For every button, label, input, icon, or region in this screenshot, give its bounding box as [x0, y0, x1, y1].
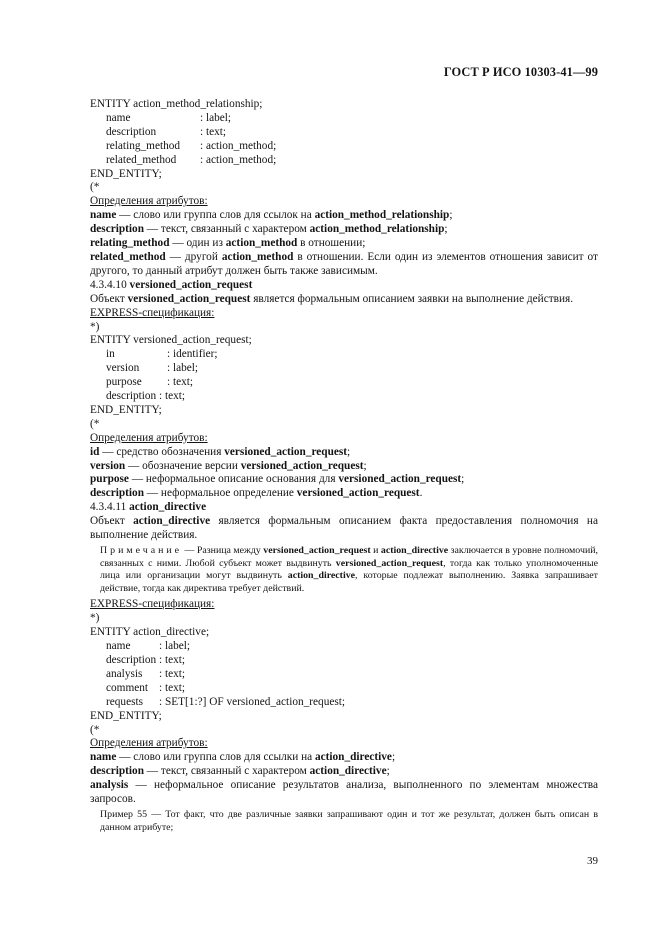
attribute-type: : text; [200, 125, 227, 138]
attribute-name: comment [106, 681, 149, 694]
definition-line: id — средство обозначения versioned_action_request; [90, 445, 351, 458]
section-heading [63, 501, 598, 515]
definition-line: version — обозначение версии versioned_action_request; [90, 459, 367, 472]
comment-open: (* [90, 723, 100, 736]
entity-reference: action_method [221, 250, 294, 263]
definition-term: description [90, 487, 144, 500]
section-description: Объект action_directive является формальным описанием факта предоставления полномочия на выполнение действия. [90, 515, 598, 542]
definition-line: description — текст, связанный с характером action_method_relationship; [90, 223, 448, 236]
definition-line: analysis — неформальное описание результатов анализа, выполненного по элементам множества запросов. [90, 779, 598, 806]
entity-reference: versioned_action_request [296, 487, 420, 500]
entity-reference: action_method_relationship [314, 209, 450, 222]
attribute-name: purpose [106, 376, 142, 389]
entity-reference: action_directive [314, 751, 392, 764]
entity-attribute [63, 140, 598, 154]
entity-attribute [63, 682, 598, 696]
attribute-name: description [106, 125, 157, 138]
attribute-type: : text; [159, 390, 186, 403]
definitions-heading: Определения атрибутов: [90, 431, 208, 444]
express-heading: EXPRESS-спецификация: [90, 306, 215, 319]
entity-declaration: ENTITY action_method_relationship; [90, 98, 263, 110]
section-title: action_directive [129, 501, 207, 514]
attribute-name: version [106, 362, 140, 375]
entity-attribute [63, 640, 598, 654]
note-paragraph: Примечание — Разница между versioned_action_request и action_directive заключается в уровне полномочий, связанных с ними. Любой субъект может выдвинуть versioned_action_request, тогда как только уполномоченные лица или организации могут выдвинуть action_directive, которые подлежат выполнению. Заявка запрашивает действие, тогда как директива требует действий. [100, 545, 598, 594]
entity-declaration: ENTITY versioned_action_request; [90, 334, 252, 347]
definition-term: relating_method [90, 237, 170, 250]
page-number: 39 [587, 855, 598, 867]
entity-attribute [63, 376, 598, 390]
end-entity: END_ENTITY; [90, 709, 162, 722]
comment-close: *) [90, 320, 100, 333]
entity-attribute [63, 654, 598, 668]
definition-line: purpose — неформальное описание основания для versioned_action_request; [90, 473, 465, 486]
entity-attribute [63, 696, 598, 710]
definition-line: description — неформальное определение versioned_action_request. [90, 487, 423, 500]
attribute-type: : action_method; [200, 153, 277, 166]
definition-line: related_method — другой action_method в отношении. Если один из элементов отношения зависит от другого, то данный атрибут должен быть также зависимым. [90, 250, 598, 277]
section-number: 4.3.4.10 [90, 278, 130, 291]
definition-term: analysis [90, 779, 129, 792]
attribute-type: : label; [200, 111, 232, 124]
entity-attribute [63, 154, 598, 168]
attribute-name: relating_method [106, 139, 181, 152]
note-label: Примечание [100, 545, 183, 556]
comment-close: *) [90, 612, 100, 625]
entity-reference: action_directive [309, 765, 387, 778]
attribute-type: : text; [159, 681, 186, 694]
comment-open: (* [90, 417, 100, 430]
attribute-type: : text; [159, 654, 186, 666]
definition-term: purpose [90, 473, 129, 486]
comment-open: (* [90, 181, 100, 194]
attribute-type: : label; [167, 362, 199, 375]
attribute-name: description [106, 654, 157, 666]
entity-reference: versioned_action_request [127, 292, 251, 305]
entity-attribute [63, 362, 598, 376]
attribute-type: : text; [167, 376, 194, 389]
attribute-name: description [106, 390, 157, 403]
definitions-heading: Определения атрибутов: [90, 195, 208, 208]
section-number: 4.3.4.11 [90, 501, 130, 514]
entity-attribute [63, 348, 598, 362]
example-paragraph: Пример 55 — Тот факт, что две различные заявки запрашивают один и тот же результат, должен быть описан в данном атрибуте; [100, 808, 598, 833]
entity-attribute [63, 112, 598, 126]
attribute-name: requests [106, 695, 144, 708]
page-body [63, 98, 598, 844]
express-heading: EXPRESS-спецификация: [90, 598, 215, 611]
definition-term: name [90, 751, 117, 764]
section-description: Объект versioned_action_request является формальным описанием заявки на выполнение действия. [90, 292, 574, 305]
definition-line: name — слово или группа слов для ссылки на action_directive; [90, 751, 396, 764]
section-title: versioned_action_request [129, 278, 253, 291]
definition-line: name — слово или группа слов для ссылок на action_method_relationship; [90, 209, 453, 222]
definition-term: description [90, 223, 144, 236]
entity-reference: versioned_action_request [240, 459, 364, 472]
section-heading [63, 279, 598, 293]
attribute-type: : label; [159, 640, 191, 653]
definition-term: name [90, 209, 117, 222]
attribute-name: in [106, 348, 115, 361]
definition-term: description [90, 765, 144, 778]
attribute-name: analysis [106, 667, 143, 680]
attribute-name: name [106, 111, 131, 124]
attribute-type: : SET[1:?] OF versioned_action_request; [159, 695, 346, 708]
entity-reference: action_method_relationship [309, 223, 445, 236]
attribute-name: related_method [106, 153, 177, 166]
document-header: ГОСТ Р ИСО 10303-41—99 [443, 65, 598, 79]
definition-line: description — текст, связанный с характером action_directive; [90, 765, 390, 778]
entity-reference: action_method [225, 237, 298, 250]
entity-reference: versioned_action_request [338, 473, 462, 486]
definitions-heading: Определения атрибутов: [90, 737, 208, 750]
definition-term: related_method [90, 250, 166, 263]
definition-term: id [90, 445, 100, 458]
entity-reference: action_directive [133, 515, 211, 528]
entity-reference: versioned_action_request [224, 445, 348, 458]
attribute-name: name [106, 640, 131, 653]
end-entity: END_ENTITY; [90, 403, 162, 416]
attribute-type: : action_method; [200, 139, 277, 152]
entity-attribute [63, 668, 598, 682]
entity-attribute [63, 390, 598, 404]
end-entity: END_ENTITY; [90, 167, 162, 180]
entity-declaration: ENTITY action_directive; [90, 626, 210, 639]
definition-term: version [90, 459, 126, 472]
definition-line: relating_method — один из action_method в отношении; [90, 237, 366, 250]
attribute-type: : identifier; [167, 348, 218, 361]
entity-attribute [63, 126, 598, 140]
attribute-type: : text; [159, 667, 186, 680]
